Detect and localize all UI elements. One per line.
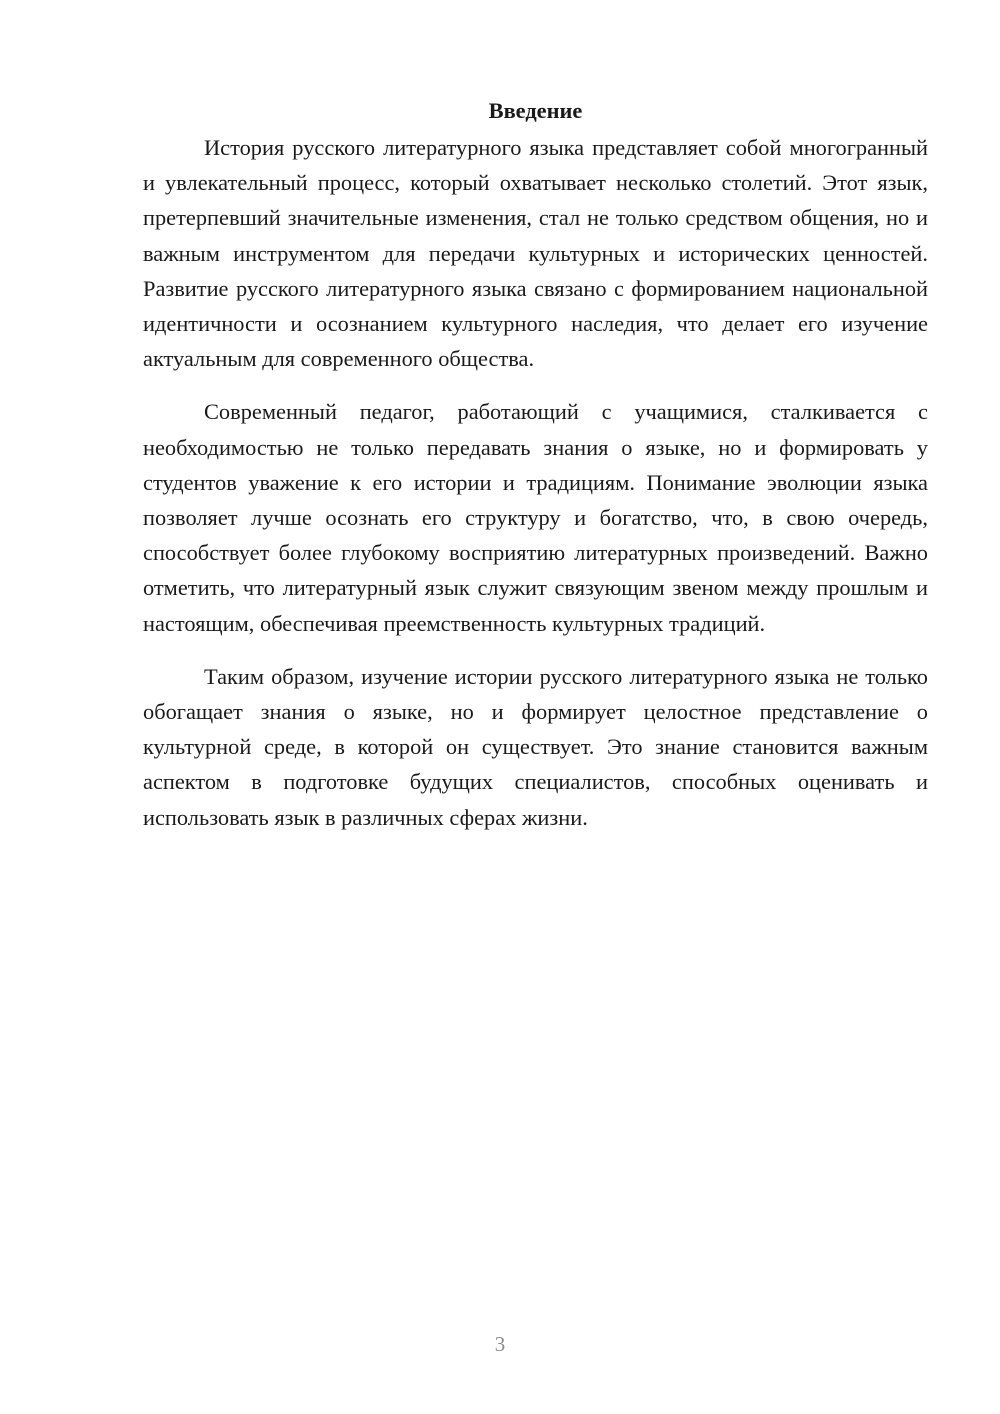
paragraph-2: Современный педагог, работающий с учащимися, сталкивается с необходимостью не только передавать знания о языке, но и формировать у студентов уважение к его истории и традициям. Понимание эволюции языка позволяет лучше осознать его структуру и богатство, что, в свою очередь, способствует более глубокому восприятию литературных произведений. Важно отметить, что литературный язык служит связующим звеном между прошлым и настоящим, обеспечивая преемственность культурных традиций. <box>143 399 928 636</box>
paragraph-3: Таким образом, изучение истории русского литературного языка не только обогащает знания о языке, но и формирует целостное представление о культурной среде, в которой он существует. Это знание становится важным аспектом в подготовке будущих специалистов, способных оценивать и использовать язык в различных сферах жизни. <box>143 663 928 830</box>
section-heading: Введение <box>488 98 583 123</box>
page-content <box>143 96 928 835</box>
page-number: 3 <box>494 1332 506 1356</box>
paragraph-1: История русского литературного языка представляет собой многогранный и увлекательный процесс, который охватывает несколько столетий. Этот язык, претерпевший значительные изменения, стал не только средством общения, но и важным инструментом для передачи культурных и исторических ценностей. Развитие русского литературного языка связано с формированием национальной идентичности и осознанием культурного наследия, что делает его изучение актуальным для современного общества. <box>143 135 928 372</box>
